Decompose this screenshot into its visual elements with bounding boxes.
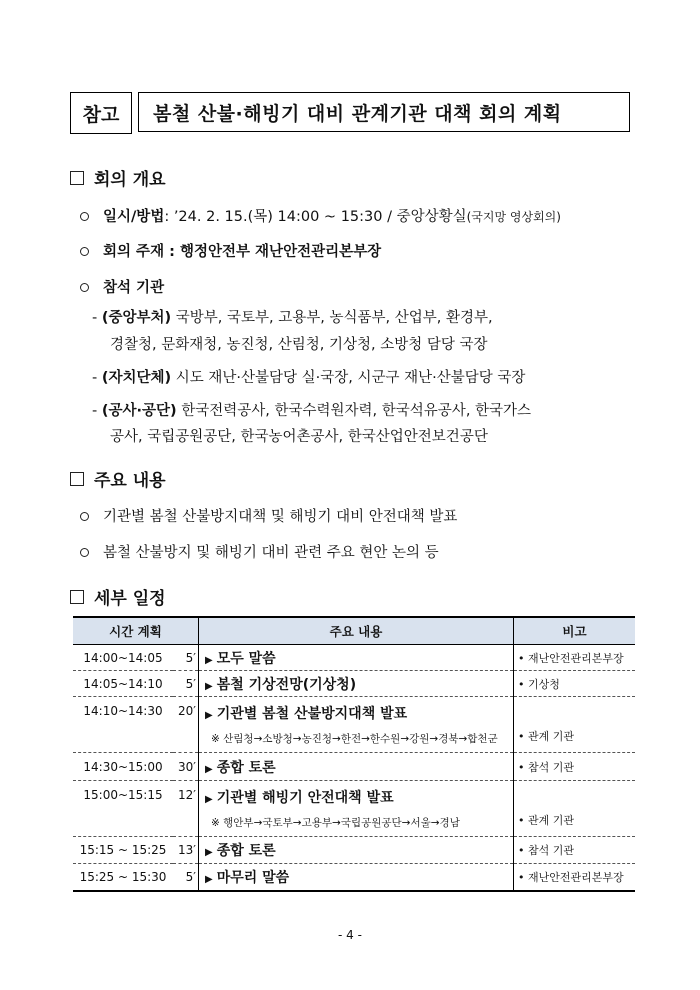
triangle-bullet-icon: ▶ bbox=[205, 873, 213, 885]
row-note: • 재난안전관리본부장 bbox=[514, 864, 636, 891]
row-note: • 참석 기관 bbox=[514, 753, 636, 781]
section-overview bbox=[70, 165, 166, 190]
table-row bbox=[73, 753, 635, 781]
public-label: (공사·공단) bbox=[101, 403, 177, 419]
main-item-1 bbox=[80, 505, 457, 526]
row-content-text: 종합 토론 bbox=[216, 843, 276, 859]
public-text-1: 한국전력공사, 한국수력원자력, 한국석유공사, 한국가스 bbox=[176, 403, 532, 419]
section-main bbox=[70, 466, 166, 491]
circle-bullet-icon bbox=[80, 283, 89, 292]
row-content bbox=[205, 703, 512, 723]
attendees-line bbox=[80, 276, 164, 297]
triangle-bullet-icon: ▶ bbox=[205, 794, 213, 805]
row-note: • 재난안전관리본부장 bbox=[514, 645, 636, 671]
col-note-header: 비고 bbox=[514, 617, 636, 645]
row-time: 14:00~14:05 bbox=[73, 645, 173, 671]
central-label: (중앙부처) bbox=[101, 310, 172, 326]
row-sub-order: ※ 행안부→국토부→고용부→국립공원공단→서울→경남 bbox=[211, 817, 460, 829]
row-content-text: 모두 말씀 bbox=[216, 650, 276, 667]
public-line-2 bbox=[110, 425, 488, 446]
row-content-text: 종합 토론 bbox=[216, 759, 276, 776]
row-time: 15:00~15:15 bbox=[73, 781, 173, 837]
row-content bbox=[205, 867, 512, 887]
row-content bbox=[205, 840, 512, 860]
central-line-1: - (중앙부처) 국방부, 국토부, 고용부, 농식품부, 산업부, 환경부, bbox=[92, 310, 493, 326]
triangle-bullet-icon: ▶ bbox=[205, 680, 213, 692]
circle-bullet-icon bbox=[80, 247, 89, 256]
circle-bullet-icon bbox=[80, 512, 89, 521]
table-header-row bbox=[73, 617, 635, 645]
row-content-text: 기관별 봄철 산불방지대책 발표 bbox=[216, 706, 408, 722]
square-bullet-icon bbox=[70, 590, 84, 604]
table-row bbox=[73, 864, 635, 891]
section-schedule bbox=[70, 584, 166, 609]
host-text: 회의 주재 : 행정안전부 재난안전관리본부장 bbox=[103, 244, 382, 260]
row-note: • 관계 기관 bbox=[514, 781, 636, 837]
row-duration: 5′ bbox=[173, 645, 199, 671]
schedule-table bbox=[73, 616, 635, 892]
main-item-text: 봄철 산불방지 및 해빙기 대비 관련 주요 현안 논의 등 bbox=[103, 545, 439, 561]
row-time: 14:30~15:00 bbox=[73, 753, 173, 781]
main-item-text: 기관별 봄철 산불방지대책 및 해빙기 대비 안전대책 발표 bbox=[103, 509, 458, 525]
row-duration: 13′ bbox=[173, 837, 199, 864]
row-sub-order: ※ 산림청→소방청→농진청→한전→한수원→강원→경북→합천군 bbox=[211, 733, 498, 745]
public-line-1: - (공사·공단) 한국전력공사, 한국수력원자력, 한국석유공사, 한국가스 bbox=[92, 403, 532, 419]
central-text-2: 경찰청, 문화재청, 농진청, 산림청, 기상청, 소방청 담당 국장 bbox=[110, 337, 488, 353]
date-value: : ’24. 2. 15.(목) 14:00 ~ 15:30 / 중앙상황실 bbox=[164, 209, 467, 225]
row-note: • 기상청 bbox=[514, 671, 636, 697]
page-number: - 4 - bbox=[338, 928, 362, 942]
circle-bullet-icon bbox=[80, 212, 89, 221]
row-time: 15:15 ~ 15:25 bbox=[73, 837, 173, 864]
table-row bbox=[73, 645, 635, 671]
document-title: 봄철 산불·해빙기 대비 관계기관 대책 회의 계획 bbox=[138, 92, 630, 132]
date-note: (국지망 영상회의) bbox=[466, 210, 561, 224]
local-line: - (자치단체) 시도 재난·산불담당 실·국장, 시군구 재난·산불담당 국장 bbox=[92, 370, 526, 386]
triangle-bullet-icon: ▶ bbox=[205, 654, 213, 666]
row-duration: 5′ bbox=[173, 671, 199, 697]
host-line bbox=[80, 240, 381, 261]
section-heading: 주요 내용 bbox=[94, 471, 166, 491]
reference-tag: 참고 bbox=[70, 92, 132, 134]
row-content bbox=[205, 787, 512, 807]
row-content bbox=[205, 648, 512, 668]
triangle-bullet-icon: ▶ bbox=[205, 847, 213, 858]
row-note: • 참석 기관 bbox=[514, 837, 636, 864]
row-content-text: 마무리 말씀 bbox=[216, 869, 290, 886]
table-row bbox=[73, 671, 635, 697]
date-label: 일시/방법 bbox=[103, 209, 165, 225]
row-time: 14:05~14:10 bbox=[73, 671, 173, 697]
square-bullet-icon bbox=[70, 472, 84, 486]
col-content-header: 주요 내용 bbox=[199, 617, 514, 645]
circle-bullet-icon bbox=[80, 548, 89, 557]
section-heading: 회의 개요 bbox=[94, 170, 166, 190]
square-bullet-icon bbox=[70, 171, 84, 185]
row-duration: 30′ bbox=[173, 753, 199, 781]
row-duration: 12′ bbox=[173, 781, 199, 837]
row-duration: 20′ bbox=[173, 697, 199, 753]
triangle-bullet-icon: ▶ bbox=[205, 710, 213, 721]
table-row bbox=[73, 781, 635, 837]
row-time: 14:10~14:30 bbox=[73, 697, 173, 753]
main-item-2 bbox=[80, 541, 439, 562]
local-label: (자치단체) bbox=[101, 370, 172, 386]
row-note: • 관계 기관 bbox=[514, 697, 636, 753]
row-time: 15:25 ~ 15:30 bbox=[73, 864, 173, 891]
row-content-text: 봄철 기상전망(기상청) bbox=[216, 676, 357, 693]
attendees-label: 참석 기관 bbox=[103, 280, 165, 296]
central-line-2 bbox=[110, 333, 487, 354]
row-content bbox=[205, 674, 512, 694]
section-heading: 세부 일정 bbox=[94, 589, 166, 609]
row-content-text: 기관별 해빙기 안전대책 발표 bbox=[216, 790, 394, 806]
triangle-bullet-icon: ▶ bbox=[205, 763, 213, 775]
central-text-1: 국방부, 국토부, 고용부, 농식품부, 산업부, 환경부, bbox=[171, 310, 493, 326]
date-line bbox=[80, 205, 561, 226]
row-content bbox=[205, 757, 512, 777]
col-time-header: 시간 계획 bbox=[73, 617, 199, 645]
local-text: 시도 재난·산불담당 실·국장, 시군구 재난·산불담당 국장 bbox=[171, 370, 526, 386]
table-row bbox=[73, 837, 635, 864]
table-row bbox=[73, 697, 635, 753]
header bbox=[70, 92, 630, 134]
row-duration: 5′ bbox=[173, 864, 199, 891]
public-text-2: 공사, 국립공원공단, 한국농어촌공사, 한국산업안전보건공단 bbox=[110, 429, 488, 445]
